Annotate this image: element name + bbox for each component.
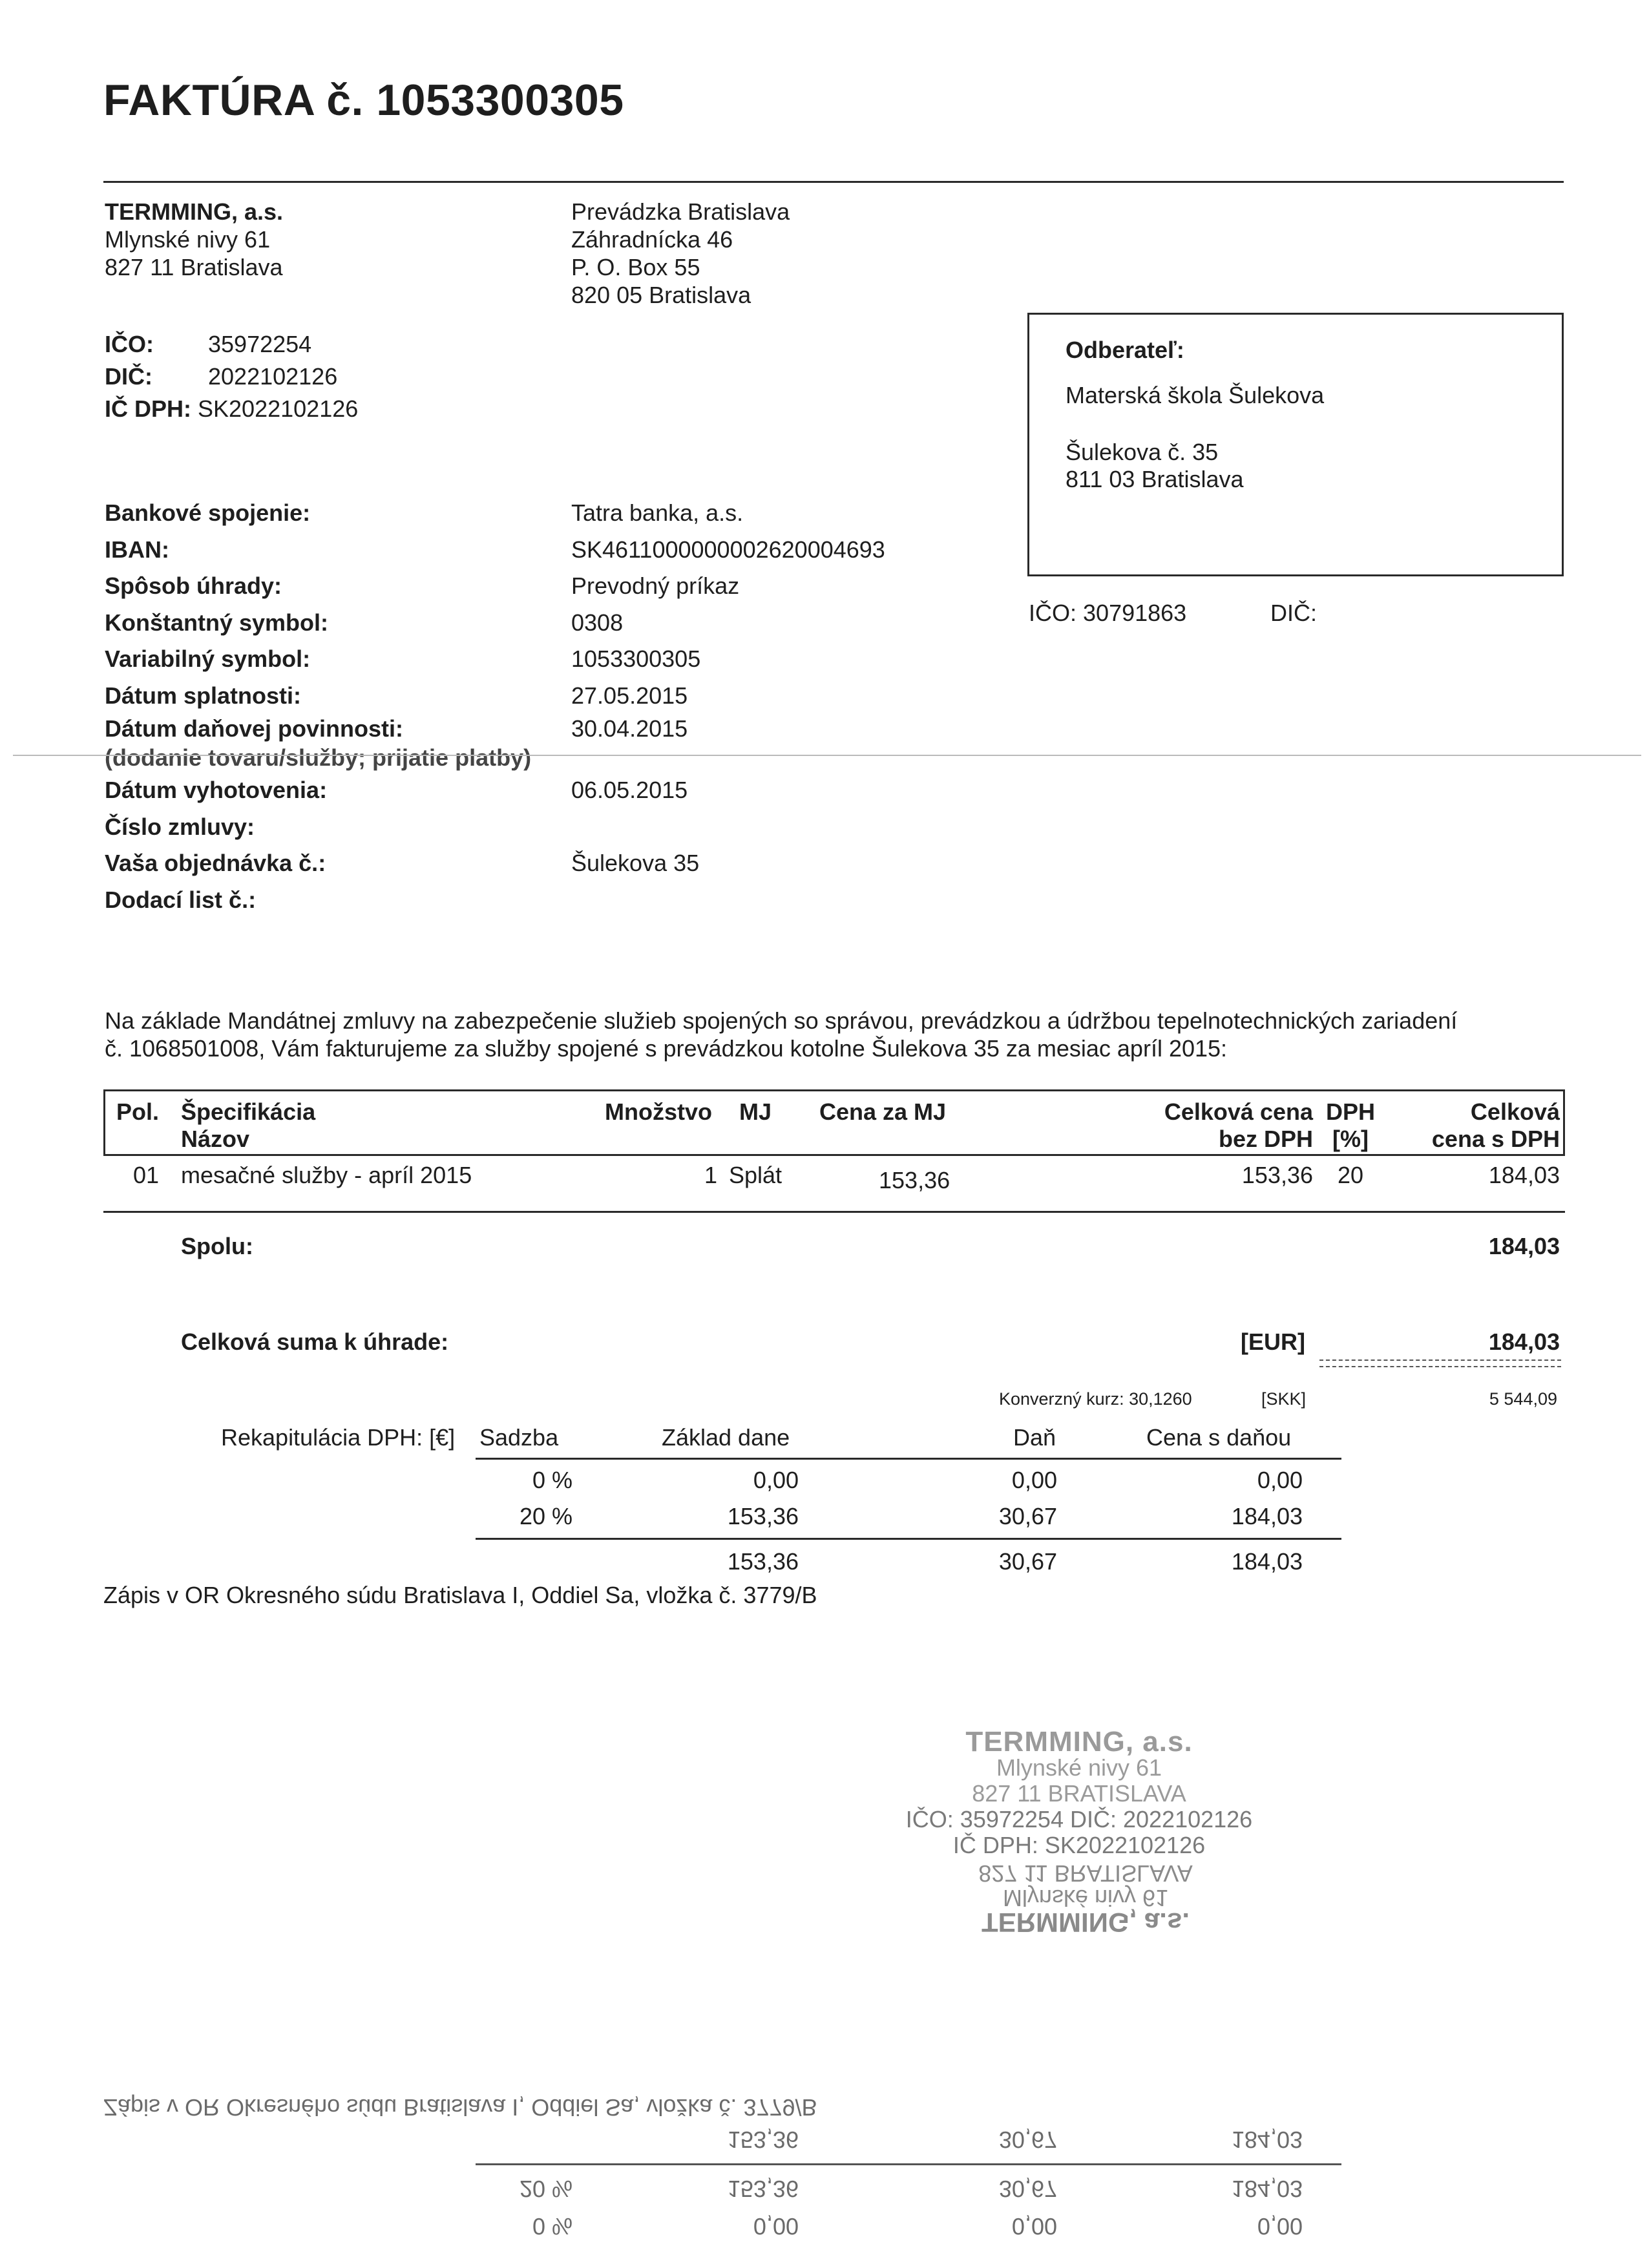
stamp-mirror-line-2: Mlynské nivy 61: [1002, 1885, 1169, 1911]
ghost-sum-cena: 184,03: [1231, 2126, 1303, 2153]
detail-tax-date-note: (dodanie tovaru/služby; prijatie platby): [105, 744, 532, 771]
th-mj: MJ: [739, 1098, 772, 1125]
vat-row-0-cena: 0,00: [1257, 1467, 1303, 1493]
ico-label: IČO:: [105, 331, 154, 357]
branch-city: 820 05 Bratislava: [571, 282, 751, 308]
th-dph-2: [%]: [1332, 1126, 1369, 1152]
vat-title: Rekapitulácia DPH: [€]: [221, 1424, 456, 1451]
stamp-mirror-line-3: 827 11 BRATISLAVA: [978, 1860, 1193, 1887]
invoice-title: FAKTÚRA č. 1053300305: [103, 76, 624, 125]
customer-box: [1027, 313, 1564, 576]
detail-delivery-note: Dodací list č.:: [105, 886, 257, 913]
customer-street: Šulekova č. 35: [1066, 439, 1219, 465]
supplier-ids: [105, 328, 358, 425]
customer-heading: Odberateľ:: [1066, 337, 1184, 363]
vat-h-dan: Daň: [1013, 1424, 1056, 1451]
ghost-row-1-sadzba: 20 %: [519, 2176, 572, 2202]
table-header-divider: [103, 1154, 1565, 1156]
table-row: [0, 1162, 1649, 1194]
supplier-block: [105, 198, 283, 281]
th-celkova-bez-1: Celková cena: [1164, 1098, 1313, 1125]
vat-row-0-zaklad: 0,00: [753, 1467, 799, 1493]
detail-payment: Spôsob úhrady: Prevodný príkaz: [105, 572, 740, 599]
detail-iban: IBAN: SK4611000000002620004693: [105, 536, 885, 563]
th-mnozstvo: Množstvo: [605, 1098, 712, 1125]
total-double-underline: [1319, 1360, 1561, 1367]
total-label: Celková suma k úhrade:: [181, 1328, 449, 1355]
stamp-show-through: [821, 1860, 1350, 1938]
intro-text: [105, 1007, 1457, 1062]
intro-line-2: č. 1068501008, Vám fakturujeme za služby spojené s prevádzkou kotolne Šulekova 35 za mesiac apríl 2015:: [105, 1035, 1228, 1062]
customer-ico-label: IČO:: [1029, 600, 1077, 626]
row-cena-mj: 153,36: [879, 1167, 951, 1193]
ghost-row-1-zaklad: 153,36: [727, 2176, 799, 2202]
ghost-row-1-cena: 184,03: [1231, 2176, 1303, 2202]
vat-sum-divider: [476, 1538, 1341, 1540]
ghost-row-0-dan: 0,00: [1011, 2213, 1057, 2240]
title-divider: [103, 181, 1564, 183]
th-cena-mj: Cena za MJ: [819, 1098, 947, 1125]
th-spec: Špecifikácia: [181, 1098, 316, 1125]
stamp-line-3: 827 11 BRATISLAVA: [972, 1780, 1186, 1807]
th-celkova-bez-2: bez DPH: [1218, 1126, 1313, 1152]
detail-tax-date: Dátum daňovej povinnosti: 30.04.2015: [105, 715, 688, 742]
company-stamp: [814, 1726, 1344, 1858]
ghost-sum-zaklad: 153,36: [727, 2126, 799, 2153]
ghost-sum-dan: 30,67: [998, 2126, 1057, 2153]
customer-name: Materská škola Šulekova: [1066, 382, 1325, 408]
details-list: [105, 495, 885, 918]
detail-bank: Bankové spojenie: Tatra banka, a.s.: [105, 499, 744, 526]
stamp-line-4: IČO: 35972254 DIČ: 2022102126: [905, 1806, 1253, 1832]
total-value: 184,03: [1488, 1328, 1560, 1355]
vat-header-divider: [476, 1458, 1341, 1460]
vat-row-1-sadzba: 20 %: [519, 1503, 572, 1529]
vat-sum-zaklad: 153,36: [727, 1548, 799, 1575]
detail-constant-symbol: Konštantný symbol: 0308: [105, 609, 624, 636]
branch-street: Záhradnícka 46: [571, 226, 733, 253]
ghost-row-0-cena: 0,00: [1257, 2213, 1303, 2240]
detail-variable-symbol: Variabilný symbol: 1053300305: [105, 646, 701, 672]
dic-value: 2022102126: [208, 363, 338, 390]
detail-issue-date: Dátum vyhotovenia: 06.05.2015: [105, 777, 688, 803]
detail-order: Vaša objednávka č.: Šulekova 35: [105, 850, 700, 876]
stamp-line-2: Mlynské nivy 61: [996, 1754, 1162, 1781]
vat-h-zaklad: Základ dane: [662, 1424, 790, 1451]
detail-due-date: Dátum splatnosti: 27.05.2015: [105, 682, 688, 709]
row-mnozstvo: 1: [704, 1162, 717, 1188]
vat-row-1-cena: 184,03: [1231, 1503, 1303, 1529]
detail-contract: Číslo zmluvy:: [105, 813, 255, 840]
row-nazov: mesačné služby - apríl 2015: [181, 1162, 472, 1188]
ghost-row-0-sadzba: 0 %: [532, 2213, 572, 2240]
vat-h-sadzba: Sadzba: [479, 1424, 559, 1451]
th-nazov: Názov: [181, 1126, 250, 1152]
total-currency: [EUR]: [1241, 1328, 1305, 1355]
vat-sum-cena: 184,03: [1231, 1548, 1303, 1575]
th-celkova-s-2: cena s DPH: [1431, 1126, 1560, 1152]
ghost-row-1-dan: 30,67: [998, 2176, 1057, 2202]
vat-row-0-dan: 0,00: [1011, 1467, 1057, 1493]
stamp-mirror-line-1: TERMMING, a.s.: [981, 1907, 1190, 1938]
row-pol: 01: [133, 1162, 160, 1188]
supplier-city: 827 11 Bratislava: [105, 254, 283, 280]
spolu-value: 184,03: [1488, 1233, 1560, 1259]
conversion-rate: Konverzný kurz: 30,1260: [999, 1389, 1192, 1409]
supplier-name: TERMMING, a.s.: [105, 198, 284, 225]
row-bez-dph: 153,36: [1241, 1162, 1313, 1188]
vat-h-cena: Cena s daňou: [1146, 1424, 1292, 1451]
branch-box: P. O. Box 55: [571, 254, 700, 280]
registry-show-through: Zápis v OR Okresného súdu Bratislava I, Oddiel Sa, vložka č. 3779/B: [103, 2094, 817, 2121]
icdph-label: IČ DPH:: [105, 395, 191, 422]
customer-city: 811 03 Bratislava: [1066, 466, 1244, 492]
branch-name: Prevádzka Bratislava: [571, 198, 790, 225]
conversion-currency: [SKK]: [1261, 1389, 1307, 1409]
ghost-divider: [476, 2163, 1341, 2165]
th-pol: Pol.: [116, 1098, 160, 1125]
dic-label: DIČ:: [105, 363, 152, 390]
ghost-row-0-zaklad: 0,00: [753, 2213, 799, 2240]
vat-row-0-sadzba: 0 %: [532, 1467, 572, 1493]
customer-ids: [1029, 600, 1186, 627]
th-dph-1: DPH: [1326, 1098, 1376, 1125]
table-row-divider: [103, 1211, 1565, 1213]
supplier-street: Mlynské nivy 61: [105, 226, 271, 253]
row-dph: 20: [1338, 1162, 1364, 1188]
customer-dic-label: DIČ:: [1270, 600, 1317, 626]
stamp-line-5: IČ DPH: SK2022102126: [952, 1832, 1206, 1858]
vat-sum-dan: 30,67: [998, 1548, 1057, 1575]
spolu-label: Spolu:: [181, 1233, 253, 1259]
stamp-line-1: TERMMING, a.s.: [965, 1726, 1193, 1758]
scan-artifact-line: [13, 755, 1641, 756]
row-s-dph: 184,03: [1488, 1162, 1560, 1188]
ico-value: 35972254: [208, 331, 312, 357]
branch-block: [571, 198, 790, 309]
th-celkova-s-1: Celková: [1470, 1098, 1560, 1125]
conversion-value: 5 544,09: [1489, 1389, 1557, 1409]
vat-row-1-zaklad: 153,36: [727, 1503, 799, 1529]
intro-line-1: Na základe Mandátnej zmluvy na zabezpečenie služieb spojených so správou, prevádzkou a údržbou tepelnotechnických zariadení: [105, 1007, 1458, 1034]
row-mj: Splát: [729, 1162, 782, 1188]
registry-note: Zápis v OR Okresného súdu Bratislava I, Oddiel Sa, vložka č. 3779/B: [103, 1582, 817, 1608]
vat-row-1-dan: 30,67: [998, 1503, 1057, 1529]
customer-ico: 30791863: [1083, 600, 1187, 626]
icdph-value: SK2022102126: [198, 395, 359, 422]
